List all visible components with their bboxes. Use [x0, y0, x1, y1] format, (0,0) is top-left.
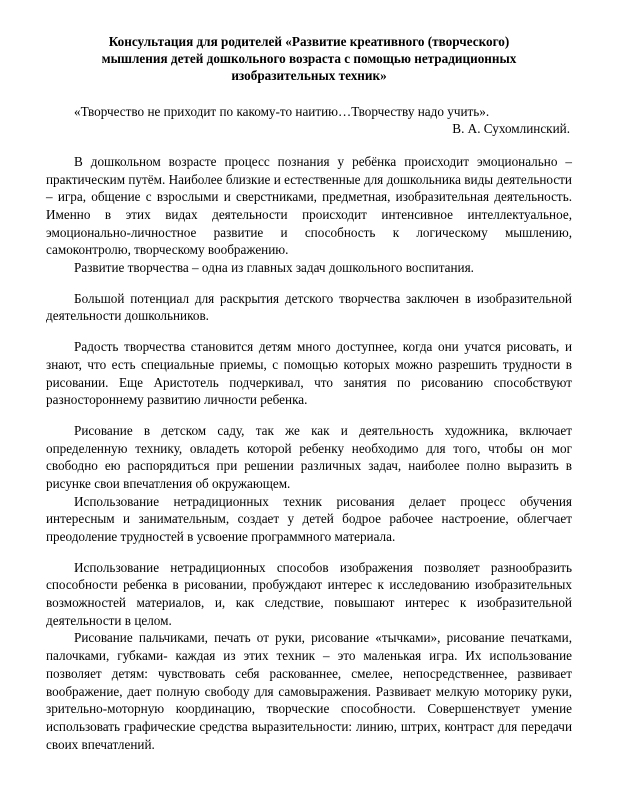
- paragraph: Большой потенциал для раскрытия детского творчества заключен в изобразительной деятельности дошкольников.: [46, 290, 572, 324]
- paragraph: Рисование пальчиками, печать от руки, рисование «тычками», рисование печатками, палочками, губками- каждая из этих техник – это маленькая игра. Их использование позволяет детям: чувствовать себя раскованнее, смелее, непосредственнее, развивает воображение, дает полную свободу для самовыражения. Развивает мелкую моторику руки, зрительно-моторную координацию, творческие способности. Совершенствует умение использовать графические средства выразительности: линию, штрих, контраст для передачи своих впечатлений.: [46, 630, 572, 752]
- paragraph: В дошкольном возрасте процесс познания у ребёнка происходит эмоционально – практическим путём. Наиболее близкие и естественные для дошкольника виды деятельности – игра, общение с взрослыми и сверстниками, предметная, изобразительная деятельность. Именно в этих видах деятельности происходит интенсивное интеллектуальное, эмоционально-личностное развитие и способность к логическому мышлению, самоконтролю, творческому воображению.: [46, 153, 572, 258]
- paragraph: Использование нетрадиционных техник рисования делает процесс обучения интересным и занимательным, создает у детей бодрое рабочее настроение, облегчает преодоление трудностей в усвоение программного материала.: [46, 493, 572, 545]
- epigraph: [46, 103, 572, 137]
- epigraph-author: В. А. Сухомлинский.: [452, 120, 570, 136]
- epigraph-quote: «Творчество не приходит по какому-то наитию…Творчеству надо учить».: [74, 103, 490, 119]
- paragraph: Развитие творчества – одна из главных задач дошкольного воспитания.: [74, 260, 474, 276]
- page-title: [52, 34, 566, 85]
- paragraph: Радость творчества становится детям много доступнее, когда они учатся рисовать, и знают, что есть специальные приемы, с помощью которых можно разрешить трудности в рисовании. Еще Аристотель подчеркивал, что занятия по рисованию способствуют разностороннему развитию личности ребенка.: [46, 339, 572, 408]
- page-title-line-3: изобразительных техник»: [231, 67, 387, 83]
- page-title-line-1: Консультация для родителей «Развитие креативного (творческого): [108, 34, 510, 49]
- paragraph: Использование нетрадиционных способов изображения позволяет разнообразить способности ребенка в рисовании, пробуждают интерес к исследованию изобразительных возможностей материалов, и, как следствие, повышают интерес к изобразительной деятельности в целом.: [46, 559, 572, 628]
- document-body: [46, 153, 572, 753]
- paragraph: Рисование в детском саду, так же как и деятельность художника, включает определенную технику, овладеть которой ребенку необходимо для того, чтобы он мог свободно ею распорядиться при решении различных задач, наиболее полно выразить в рисунке свои впечатления об окружающем.: [46, 422, 572, 491]
- page-title-line-2: мышления детей дошкольного возраста с помощью нетрадиционных: [101, 50, 517, 66]
